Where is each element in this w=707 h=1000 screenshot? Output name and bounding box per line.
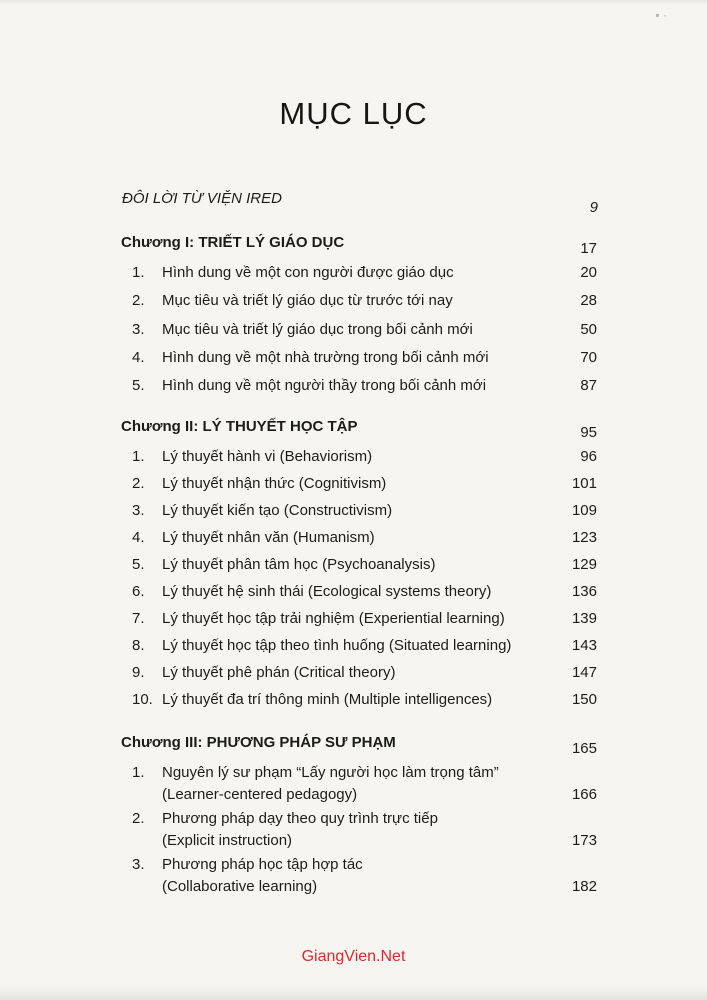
item-number: 2. bbox=[132, 292, 145, 309]
preface-page-number: 9 bbox=[589, 199, 598, 216]
toc-item bbox=[132, 528, 597, 550]
item-title-line: (Collaborative learning) bbox=[162, 878, 318, 895]
chapter-title: Chương I: TRIẾT LÝ GIÁO DỤC bbox=[121, 234, 345, 251]
preface-text: ĐÔI LỜI TỪ VIỆN IRED bbox=[122, 190, 282, 207]
item-page-number: 101 bbox=[571, 475, 597, 492]
item-title-line: Lý thuyết học tập theo tình huống (Situated learning) bbox=[162, 637, 512, 654]
item-number: 1. bbox=[132, 764, 145, 781]
item-page-number: 173 bbox=[571, 832, 597, 849]
item-page-number: 87 bbox=[580, 377, 597, 394]
toc-item bbox=[132, 263, 597, 285]
toc-item bbox=[132, 763, 597, 807]
watermark-text: GiangVien.Net bbox=[301, 948, 406, 965]
item-number: 4. bbox=[132, 349, 145, 366]
item-title-line: Lý thuyết đa trí thông minh (Multiple intelligences) bbox=[162, 691, 493, 708]
item-number: 5. bbox=[132, 556, 145, 573]
page-top-edge bbox=[0, 0, 707, 6]
toc-item bbox=[132, 636, 597, 658]
toc-item bbox=[132, 690, 597, 712]
toc-item bbox=[132, 855, 597, 899]
item-number: 1. bbox=[132, 448, 145, 465]
item-title-line: Lý thuyết học tập trải nghiệm (Experiential learning) bbox=[162, 610, 505, 627]
item-number: 2. bbox=[132, 810, 145, 827]
page-title: MỤC LỤC bbox=[279, 96, 428, 131]
chapter-heading bbox=[121, 233, 597, 255]
item-number: 7. bbox=[132, 610, 145, 627]
toc-item bbox=[132, 291, 597, 313]
item-page-number: 28 bbox=[580, 292, 597, 309]
item-title-line: Hình dung về một con người được giáo dục bbox=[162, 264, 454, 281]
item-title-line: Phương pháp học tập hợp tác bbox=[162, 856, 363, 873]
toc-item bbox=[132, 582, 597, 604]
item-page-number: 182 bbox=[571, 878, 597, 895]
item-number: 3. bbox=[132, 502, 145, 519]
chapter-page-number: 95 bbox=[580, 424, 597, 441]
item-title-line: Lý thuyết hệ sinh thái (Ecological systems theory) bbox=[162, 583, 492, 600]
item-page-number: 136 bbox=[571, 583, 597, 600]
item-page-number: 150 bbox=[571, 691, 597, 708]
item-page-number: 96 bbox=[580, 448, 597, 465]
chapter-title: Chương II: LÝ THUYẾT HỌC TẬP bbox=[121, 418, 358, 435]
chapter-heading bbox=[121, 417, 597, 439]
item-page-number: 70 bbox=[580, 349, 597, 366]
item-number: 2. bbox=[132, 475, 145, 492]
item-title-line: Hình dung về một người thầy trong bối cảnh mới bbox=[162, 377, 487, 394]
chapter-page-number: 17 bbox=[580, 240, 597, 257]
chapter-title: Chương III: PHƯƠNG PHÁP SƯ PHẠM bbox=[121, 734, 396, 751]
corner-smudge: ▪ · bbox=[655, 8, 667, 22]
chapter-page-number: 165 bbox=[571, 740, 597, 757]
toc-item bbox=[132, 809, 597, 853]
toc-item bbox=[132, 447, 597, 469]
item-title-line: Mục tiêu và triết lý giáo dục trong bối cảnh mới bbox=[162, 321, 473, 338]
item-number: 5. bbox=[132, 377, 145, 394]
toc-item bbox=[132, 609, 597, 631]
item-title-line: Lý thuyết nhân văn (Humanism) bbox=[162, 529, 375, 546]
toc-item bbox=[132, 663, 597, 685]
item-title-line: Lý thuyết nhận thức (Cognitivism) bbox=[162, 475, 387, 492]
item-title-line: Lý thuyết kiến tạo (Constructivism) bbox=[162, 502, 393, 519]
item-title-line: Nguyên lý sư phạm “Lấy người học làm trọng tâm” bbox=[162, 764, 499, 781]
item-page-number: 143 bbox=[571, 637, 597, 654]
item-number: 6. bbox=[132, 583, 145, 600]
item-page-number: 166 bbox=[571, 786, 597, 803]
preface-entry bbox=[122, 189, 598, 216]
page-bottom-edge bbox=[0, 986, 707, 1000]
item-number: 8. bbox=[132, 637, 145, 654]
toc-item bbox=[132, 501, 597, 523]
toc-item bbox=[132, 555, 597, 577]
item-page-number: 139 bbox=[571, 610, 597, 627]
item-page-number: 109 bbox=[571, 502, 597, 519]
toc-item bbox=[132, 348, 597, 370]
item-page-number: 129 bbox=[571, 556, 597, 573]
chapter-heading bbox=[121, 733, 597, 755]
item-title-line: Mục tiêu và triết lý giáo dục từ trước tới nay bbox=[162, 292, 453, 309]
item-number: 1. bbox=[132, 264, 145, 281]
toc-item bbox=[132, 376, 597, 398]
item-page-number: 147 bbox=[571, 664, 597, 681]
item-title-line: Lý thuyết phê phán (Critical theory) bbox=[162, 664, 396, 681]
item-title-line: (Learner-centered pedagogy) bbox=[162, 786, 358, 803]
item-number: 4. bbox=[132, 529, 145, 546]
toc-item bbox=[132, 320, 597, 342]
toc-item bbox=[132, 474, 597, 496]
item-page-number: 50 bbox=[580, 321, 597, 338]
item-title-line: Lý thuyết phân tâm học (Psychoanalysis) bbox=[162, 556, 436, 573]
item-number: 9. bbox=[132, 664, 145, 681]
item-title-line: (Explicit instruction) bbox=[162, 832, 293, 849]
item-number: 3. bbox=[132, 321, 145, 338]
item-title-line: Hình dung về một nhà trường trong bối cảnh mới bbox=[162, 349, 489, 366]
item-page-number: 123 bbox=[571, 529, 597, 546]
item-number: 3. bbox=[132, 856, 145, 873]
item-title-line: Lý thuyết hành vi (Behaviorism) bbox=[162, 448, 373, 465]
item-page-number: 20 bbox=[580, 264, 597, 281]
item-number: 10. bbox=[132, 691, 153, 708]
item-title-line: Phương pháp dạy theo quy trình trực tiếp bbox=[162, 810, 438, 827]
